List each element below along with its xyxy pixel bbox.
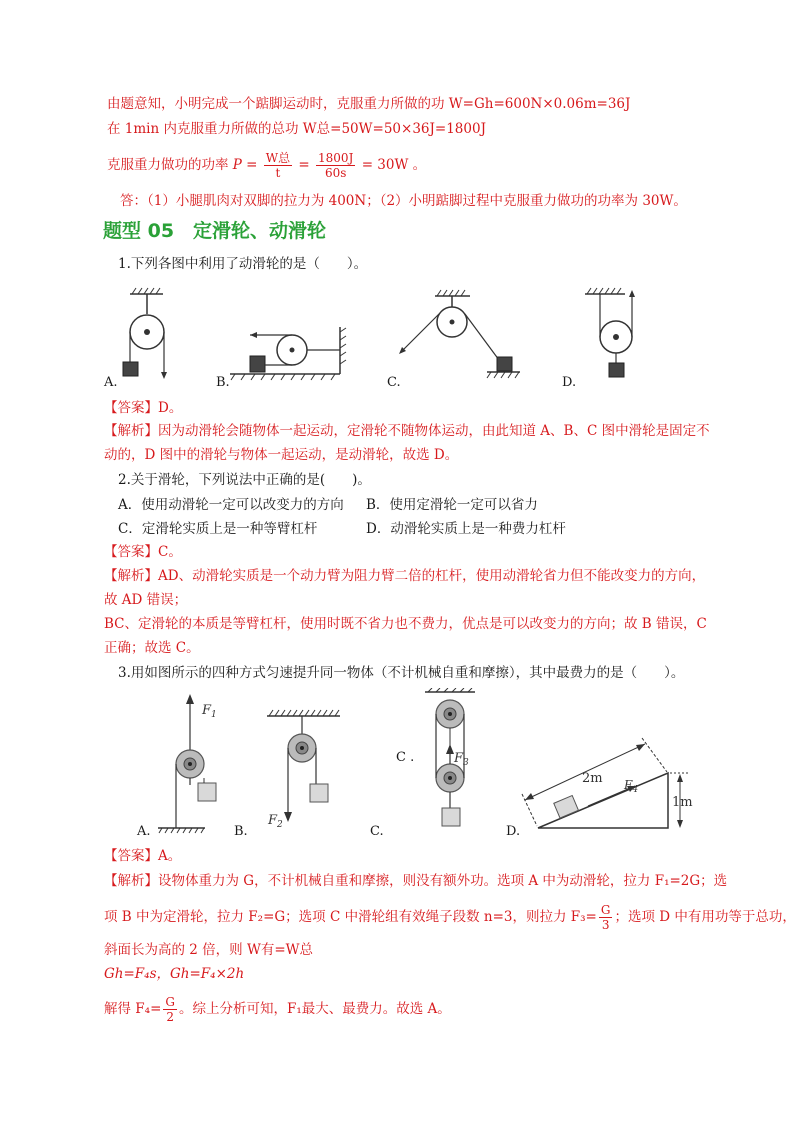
formula-eq2: = 30W	[361, 157, 409, 173]
q2-option-a: A．使用动滑轮一定可以改变力的方向	[118, 497, 344, 513]
q3-label-d: D.	[506, 824, 521, 839]
solution-line-1: 由题意知，小明完成一个踮脚运动时，克服重力所做的功 W=Gh=600N×0.06m=36J	[107, 96, 631, 112]
q3-analysis-3: 斜面长为高的 2 倍，则 W有=W总	[104, 942, 314, 958]
q2-analysis-4: 正确；故选 C。	[104, 640, 200, 656]
q2-option-d: D．动滑轮实质上是一种费力杠杆	[366, 521, 566, 537]
q3-figure-b	[267, 710, 340, 830]
q3-label-c-side: C .	[396, 750, 415, 765]
q1-figure-d	[585, 288, 635, 377]
q1-figure-b	[230, 327, 346, 380]
q2-analysis-2: 故 AD 错误；	[104, 592, 188, 608]
q2-analysis-3: BC、定滑轮的本质是等臂杠杆，使用时既不省力也不费力，优点是可以改变力的方向；故 B 错误，C	[104, 616, 707, 632]
q3-analysis-5	[104, 994, 451, 1024]
q1-label-c: C.	[387, 375, 401, 390]
q3-figure-a	[158, 694, 217, 833]
fraction-1800j: 1800J	[318, 151, 354, 165]
q2-option-b: B．使用定滑轮一定可以省力	[366, 497, 538, 513]
q1-question: 1.下列各图中利用了动滑轮的是（ ）。	[118, 256, 368, 272]
q1-answer: 【答案】D。	[104, 400, 183, 416]
q1-label-b: B.	[216, 375, 230, 390]
q1-figure-a	[123, 288, 167, 379]
fraction-t: t	[275, 166, 281, 180]
q3-analysis-2a: 项 B 中为定滑轮，拉力 F₂=G；选项 C 中滑轮组有效绳子段数 n=3，则拉力 F₃=	[104, 909, 597, 925]
q2-analysis-1: 【解析】AD、动滑轮实质是一个动力臂为阻力臂二倍的杠杆，使用动滑轮省力但不能改变力的方向，	[104, 568, 706, 584]
q3-label-f3: $F_3$	[454, 751, 469, 768]
fraction-g2: G	[165, 995, 175, 1009]
formula-end: 。	[412, 157, 427, 173]
q3-label-f2: $F_2$	[268, 813, 283, 830]
q3-analysis-5b: 。综上分析可知，F₁最大、最费力。故选 A。	[178, 1001, 451, 1017]
section-title: 题型 05 定滑轮、动滑轮	[103, 220, 327, 242]
q3-label-f4: $F_4$	[624, 778, 639, 795]
fraction-w-t	[264, 151, 292, 180]
q3-analysis-5a: 解得 F₄=	[104, 1001, 162, 1017]
fraction-g-3	[599, 903, 613, 932]
q1-analysis-1: 【解析】因为动滑轮会随物体一起运动，定滑轮不随物体运动，由此知道 A、B、C 图中滑轮是固定不	[104, 423, 710, 439]
q3-figure-c	[425, 688, 475, 826]
solution-line-2: 在 1min 内克服重力所做的总功 W总=50W=50×36J=1800J	[107, 121, 486, 137]
q1-label-d: D.	[562, 375, 577, 390]
q3-analysis-2b: ；选项 D 中有用功等于总功，	[614, 909, 796, 925]
fraction-60s: 60s	[324, 166, 347, 180]
fraction-w: W总	[265, 151, 291, 165]
formula-eq1: =	[298, 157, 310, 173]
q3-label-c: C.	[370, 824, 384, 839]
q3-analysis-1: 【解析】设物体重力为 G，不计机械自重和摩擦，则没有额外功。选项 A 中为动滑轮，拉力 F₁=2G；选	[104, 873, 728, 889]
power-formula-line	[107, 150, 426, 180]
q3-figure-d	[522, 738, 693, 828]
q1-figure-c	[399, 290, 520, 378]
fraction-values	[316, 151, 355, 180]
fraction-3: 3	[601, 918, 610, 932]
fraction-g: G	[600, 903, 611, 917]
q3-answer: 【答案】A。	[104, 848, 182, 864]
q3-label-1m: 1m	[672, 795, 693, 810]
q3-label-b: B.	[234, 824, 248, 839]
q3-figures	[130, 688, 710, 838]
q1-analysis-2: 动的，D 图中的滑轮与物体一起运动，是动滑轮，故选 D。	[104, 447, 459, 463]
fraction-2: 2	[166, 1010, 174, 1024]
q3-label-a: A.	[137, 824, 151, 839]
q2-question: 2.关于滑轮，下列说法中正确的是( )。	[118, 472, 371, 488]
q1-label-a: A.	[104, 375, 118, 390]
q3-analysis-2	[104, 902, 796, 932]
q3-question: 3.用如图所示的四种方式匀速提升同一物体（不计机械自重和摩擦），其中最费力的是（ ）。	[118, 665, 685, 681]
q3-label-2m: 2m	[582, 771, 603, 786]
q2-option-c: C．定滑轮实质上是一种等臂杠杆	[118, 521, 318, 537]
q3-analysis-4: Gh=F₄s，Gh=F₄×2h	[104, 966, 245, 982]
formula-p: P =	[232, 157, 258, 173]
q2-answer: 【答案】C。	[104, 544, 182, 560]
answer-line: 答：（1）小腿肌肉对双脚的拉力为 400N；（2）小明踮脚过程中克服重力做功的功率为 30W。	[120, 193, 687, 209]
formula-prefix: 克服重力做功的功率	[107, 157, 229, 173]
q3-label-f1: $F_1$	[202, 703, 217, 720]
fraction-g-2	[163, 995, 177, 1024]
